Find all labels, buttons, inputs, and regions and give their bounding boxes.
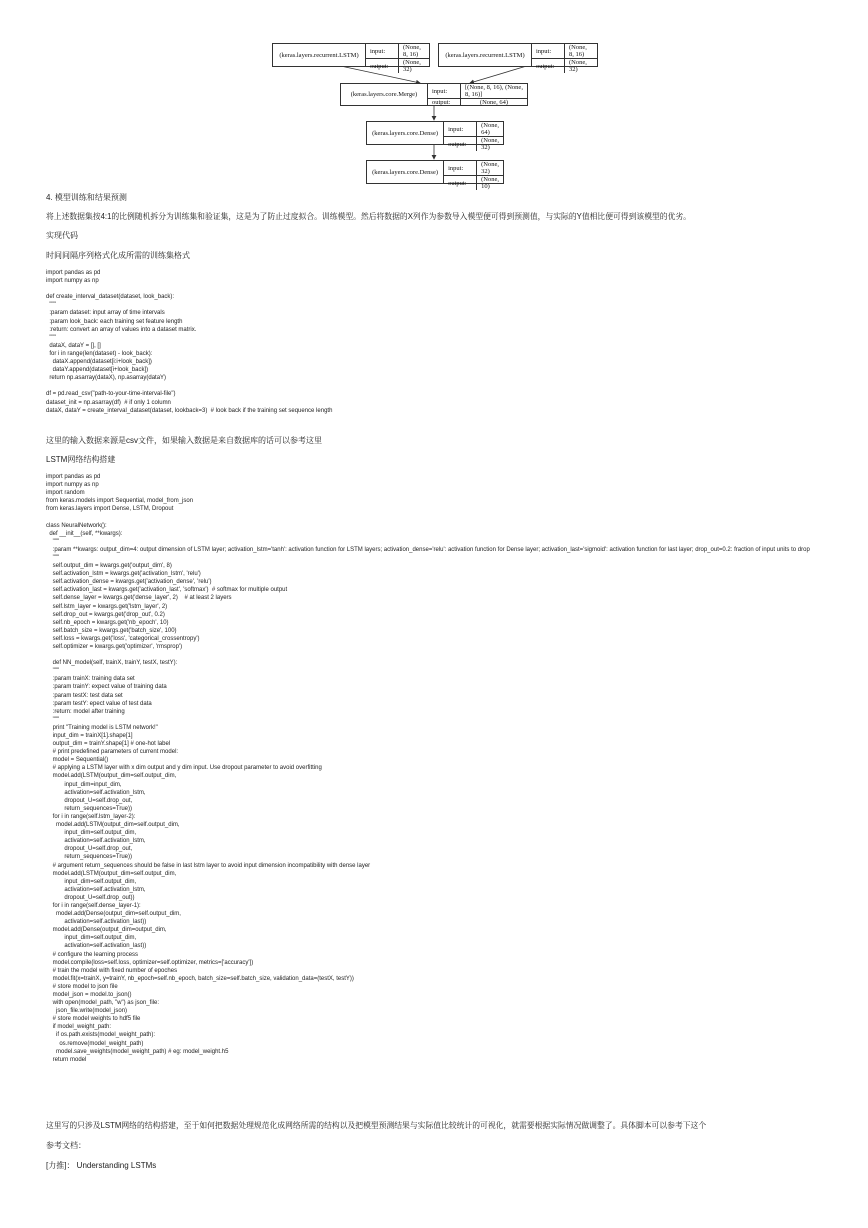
reference-link[interactable]: [力推]： Understanding LSTMs	[46, 1161, 157, 1170]
output-shape: (None, 32)	[403, 59, 421, 73]
node-dense-2	[366, 160, 504, 190]
input-key: input:	[428, 84, 461, 98]
input-key: input:	[444, 161, 477, 175]
node-name: (keras.layers.recurrent.LSTM)	[439, 44, 532, 66]
input-shape: (None, 64)	[481, 122, 499, 136]
output-shape: (None, 32)	[569, 59, 587, 73]
code-block-lstm: import pandas as pd import numpy as np import random from keras.models import Sequential, model_from_json from keras.layers import Dense, LSTM, Dropout class NeuralNetwork(): def __init__(self, **kwargs): """ :param **kwargs: output_dim=4: output dimension of LSTM layer; activation_lstm='tanh': activation function for LSTM layers; activation_dense='relu': activation function for Dense layer; activation_last='sigmoid': activation function for last layer; drop_out=0.2: fraction of input units to drop """ self.output_dim = kwargs.get('output_dim', 8) self.activation_lstm = kwargs.get('activation_lstm', 'relu') self.activation_dense = kwargs.get('activation_dense', 'relu') self.activation_last = kwargs.get('activation_last', 'softmax') # softmax for multiple output self.dense_layer = kwargs.get('dense_layer', 2) # at least 2 layers self.lstm_layer = kwargs.get('lstm_layer', 2) self.drop_out = kwargs.get('drop_out', 0.2) self.nb_epoch = kwargs.get('nb_epoch', 10) self.batch_size = kwargs.get('batch_size', 100) self.loss = kwargs.get('loss', 'categorical_crossentropy') self.optimizer = kwargs.get('optimizer', 'rmsprop') def NN_model(self, trainX, trainY, testX, testY): """ :param trainX: training data set :param trainY: expect value of training data :param testX: test data set :param testY: epect value of test data :return: model after training """ print "Training model is LSTM network!" input_dim = trainX[1].shape[1] output_dim = trainY.shape[1] # one-hot label # print predefined parameters of current model: model = Sequential() # applying a LSTM layer with x dim output and y dim input. Use dropout parameter to avoid overfitting model.add(LSTM(output_dim=self.output_dim, input_dim=input_dim, activation=self.activation_lstm, dropout_U=self.drop_out, return_sequences=True)) for i in range(self.lstm_layer-2): model.add(LSTM(output_dim=self.output_dim, input_dim=self.output_dim, activation=self.activation_lstm, dropout_U=self.drop_out, return_sequences=True)) # argument return_sequences should be false in last lstm layer to avoid input dimension incompatibility with dense layer model.add(LSTM(output_dim=self.output_dim, input_dim=self.output_dim, activation=self.activation_lstm, dropout_U=self.drop_out)) for i in range(self.dense_layer-1): model.add(Dense(output_dim=self.output_dim, activation=self.activation_last)) model.add(Dense(output_dim=output_dim, input_dim=self.output_dim, activation=self.activation_last)) # configure the learning process model.compile(loss=self.loss, optimizer=self.optimizer, metrics=['accuracy']) # train the model with fixed number of epoches model.fit(x=trainX, y=trainY, nb_epoch=self.nb_epoch, batch_size=self.batch_size, validation_data=(testX, testY)) # store model to json file model_json = model.to_json() with open(model_path, "w") as json_file: json_file.write(model_json) # store model weights to hdf5 file if model_weight_path: if os.path.exists(model_weight_path): os.remove(model_weight_path) model.save_weights(model_weight_path) # eg: model_weight.h5 return model	[46, 474, 810, 1063]
output-shape: (None, 10)	[481, 176, 499, 190]
output-shape: (None, 32)	[481, 137, 499, 151]
intro-paragraph: 将上述数据集按4:1的比例随机拆分为训练集和验证集，这是为了防止过度拟合。训练模型。然后将数据的X列作为参数导入模型便可得到预测值，与实际的Y值相比便可得到该模型的优劣。	[46, 212, 691, 221]
node-name: (keras.layers.recurrent.LSTM)	[273, 44, 366, 66]
output-key: output:	[444, 137, 477, 151]
input-key: input:	[444, 122, 477, 136]
node-name: (keras.layers.core.Dense)	[367, 122, 444, 144]
node-dense-1	[366, 121, 504, 151]
summary-paragraph: 这里写的只涉及LSTM网络的结构搭建，至于如何把数据处理规范化成网络所需的结构以及把模型预测结果与实际值比较统计的可视化，就需要根据实际情况做调整了。具体脚本可以参考下这个	[46, 1121, 707, 1130]
heading-lstm-structure: LSTM网络结构搭建	[46, 455, 116, 464]
node-lstm-1	[272, 43, 430, 73]
heading-implementation-code: 实现代码	[46, 231, 78, 240]
node-lstm-2	[438, 43, 598, 73]
input-shape: (None, 8, 16)	[403, 44, 421, 58]
input-key: input:	[366, 44, 399, 58]
output-key: output:	[366, 59, 399, 73]
node-name: (keras.layers.core.Merge)	[341, 84, 428, 105]
reference-heading: 参考文档：	[46, 1141, 86, 1150]
node-merge	[340, 83, 528, 106]
input-shape: [(None, 8, 16), (None, 8, 16)]	[465, 84, 523, 98]
output-key: output:	[532, 59, 565, 73]
edge-lstm2-merge	[470, 65, 530, 83]
output-shape: (None, 64)	[479, 99, 509, 106]
code-block-interval: import pandas as pd import numpy as np def create_interval_dataset(dataset, look_back): """ :param dataset: input array of time intervals :param look_back: each training set feature length :return: convert an array of values into a dataset matrix. """ dataX, dataY = [], [] for i in range(len(dataset) - look_back): dataX.append(dataset[i:i+look_back]) dataY.append(dataset[i+look_back]) return np.asarray(dataX), np.asarray(dataY) df = pd.read_csv("path-to-your-time-interval-file") dataset_init = np.asarray(df) # if only 1 column dataX, dataY = create_interval_dataset(dataset, lookback=3) # look back if the training set sequence length	[46, 270, 333, 414]
heading-interval-format: 时间间隔序列格式化成所需的训练集格式	[46, 251, 190, 260]
output-key: output:	[444, 176, 477, 190]
section-title: 4. 模型训练和结果预测	[46, 193, 127, 202]
output-key: output:	[428, 99, 461, 106]
input-key: input:	[532, 44, 565, 58]
node-name: (keras.layers.core.Dense)	[367, 161, 444, 183]
csv-note-paragraph: 这里的输入数据来源是csv文件，如果输入数据是来自数据库的话可以参考这里	[46, 436, 322, 445]
input-shape: (None, 32)	[481, 161, 499, 175]
input-shape: (None, 8, 16)	[569, 44, 587, 58]
